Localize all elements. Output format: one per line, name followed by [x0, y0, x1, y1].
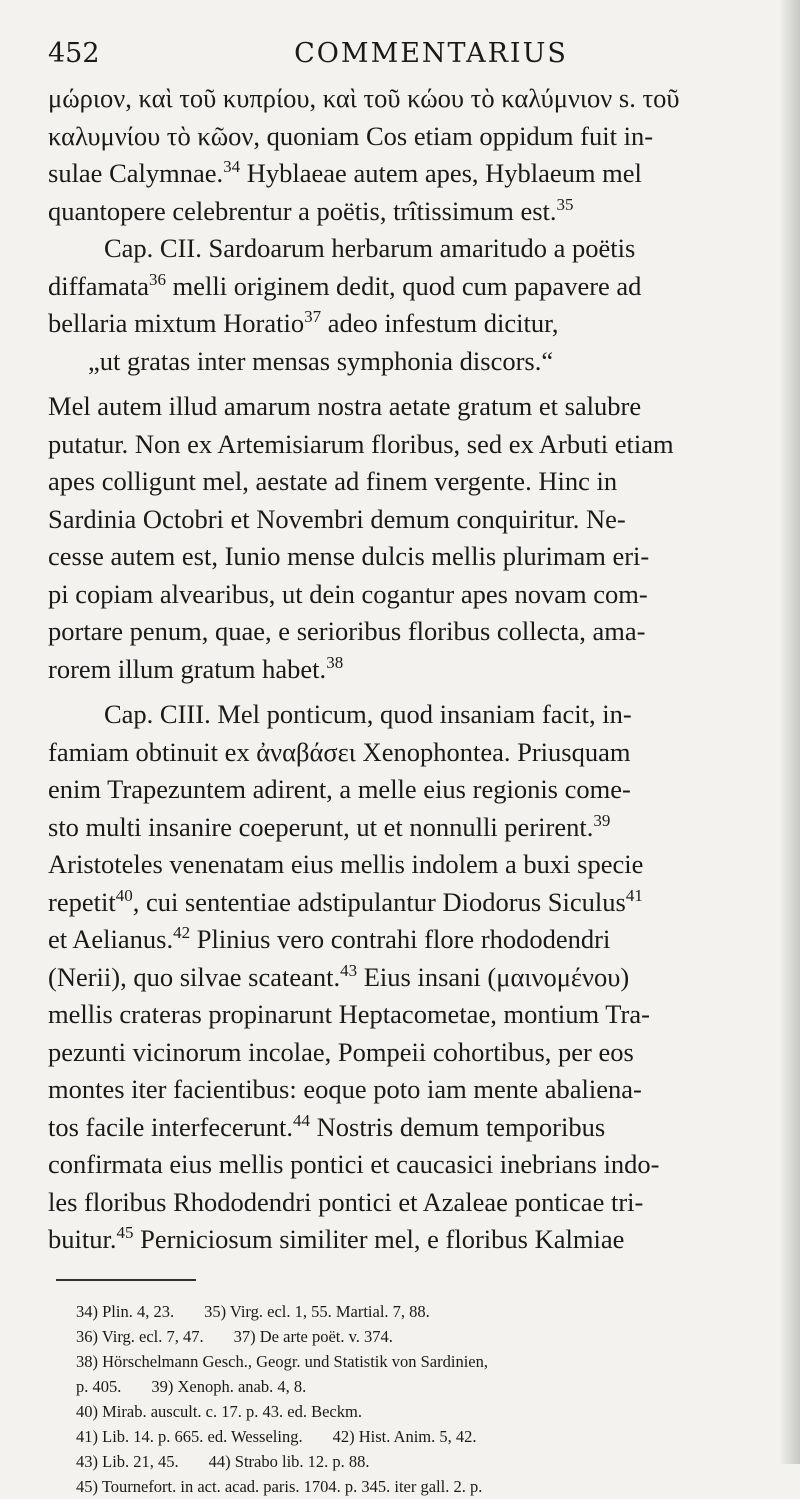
text-segment: rorem illum gratum habet.: [48, 653, 327, 684]
text-segment: Cap. CIII. Mel ponticum, quod insaniam facit, in-: [104, 699, 632, 729]
text-segment: pi copiam alvearibus, ut dein cogantur apes novam com-: [48, 578, 648, 609]
footnote-ref: 36: [149, 269, 167, 289]
text-segment: sulae Calymnae.: [48, 158, 224, 188]
footnote-entry: 44) Strabo lib. 12. p. 88.: [208, 1451, 370, 1471]
footnote-entry: 42) Hist. Anim. 5, 42.: [332, 1426, 477, 1446]
footnote-ref: 43: [340, 960, 358, 980]
text-segment: Hyblaeae autem apes, Hyblaeum mel: [240, 158, 642, 188]
text-line: [48, 613, 754, 651]
text-line: [48, 538, 754, 576]
text-segment: (Nerii), quo silvae scateant.: [48, 961, 341, 992]
text-line: [48, 1184, 754, 1222]
text-segment: apes colligunt mel, aestate ad finem vergente. Hinc in: [48, 466, 618, 496]
footnote-entry: 35) Virg. ecl. 1, 55. Martial. 7, 88.: [204, 1301, 430, 1321]
footnote-entry: 41) Lib. 14. p. 665. ed. Wesseling.: [76, 1426, 303, 1446]
text-segment: Eius insani (μαινομένου): [357, 961, 630, 992]
text-line: [48, 921, 754, 959]
text-line: [48, 771, 754, 809]
text-line: [48, 80, 754, 118]
text-line: [48, 959, 754, 997]
footnote-entry: 39) Xenoph. anab. 4, 8.: [151, 1376, 307, 1396]
text-segment: Cap. CII. Sardoarum herbarum amaritudo a poëtis: [104, 233, 636, 263]
text-segment: pezunti vicinorum incolae, Pompeii cohortibus, per eos: [48, 1036, 634, 1067]
text-segment: tos facile interfecerunt.: [48, 1111, 293, 1142]
text-segment: les floribus Rhododendri pontici et Azaleae ponticae tri-: [48, 1186, 644, 1217]
text-segment: et Aelianus.: [48, 924, 174, 954]
text-line: [48, 155, 754, 193]
footnote-line: [76, 1324, 754, 1349]
footnote-ref: 39: [593, 810, 611, 830]
text-segment: μώριον, καὶ τοῦ κυπρίου, καὶ τοῦ κώου τὸ καλύμνιον s. τοῦ: [48, 83, 680, 113]
footnote-line: [76, 1474, 754, 1499]
text-line: [48, 343, 754, 381]
page-edge-shadow: [778, 0, 800, 1464]
footnote-ref: 38: [326, 652, 344, 672]
text-segment: cesse autem est, Iunio mense dulcis mellis plurimam eri-: [48, 541, 650, 571]
text-line: [48, 463, 754, 501]
text-line: [48, 305, 754, 343]
text-segment: portare penum, quae, e serioribus floribus collecta, ama-: [48, 616, 646, 646]
footnote-entry: p. 405.: [76, 1376, 122, 1396]
text-line: [48, 388, 754, 426]
text-segment: Mel autem illud amarum nostra aetate gratum et salubre: [48, 391, 642, 421]
text-segment: bellaria mixtum Horatio: [48, 308, 305, 338]
text-segment: repetit: [48, 886, 116, 917]
text-line: [48, 1146, 754, 1184]
text-line: [48, 734, 754, 772]
footnote-ref: 37: [304, 307, 322, 327]
text-line: [48, 426, 754, 464]
text-segment: Sardinia Octobri et Novembri demum conquiritur. Ne-: [48, 503, 626, 534]
footnote-ref: 45: [116, 1223, 134, 1243]
text-line: [48, 884, 754, 922]
footnote-entry: 34) Plin. 4, 23.: [76, 1301, 175, 1321]
footnote-line: [76, 1449, 754, 1474]
footnote-line: [76, 1374, 754, 1399]
body-text: [48, 80, 754, 1259]
footnote-entry: 40) Mirab. auscult. c. 17. p. 43. ed. Beckm.: [76, 1401, 362, 1421]
text-line: [48, 268, 754, 306]
text-line: [48, 651, 754, 689]
text-segment: montes iter facientibus: eoque poto iam mente abaliena-: [48, 1074, 642, 1104]
text-segment: confirmata eius mellis pontici et caucasici inebrians indo-: [48, 1149, 660, 1179]
footnote-entry: 37) De arte poët. v. 374.: [233, 1326, 393, 1346]
text-segment: famiam obtinuit ex ἀναβάσει Xenophontea. Priusquam: [48, 736, 631, 767]
footnote-entry: 38) Hörschelmann Gesch., Geogr. und Statistik von Sardinien,: [76, 1351, 488, 1371]
footnote-line: [76, 1424, 754, 1449]
text-segment: putatur. Non ex Artemisiarum floribus, sed ex Arbuti etiam: [48, 428, 674, 459]
text-line: [48, 118, 754, 156]
footnote-ref: 44: [293, 1110, 310, 1130]
text-segment: Nostris demum temporibus: [310, 1111, 606, 1142]
text-segment: Perniciosum similiter mel, e floribus Kalmiae: [133, 1224, 625, 1254]
text-line: [48, 1071, 754, 1109]
text-line: [48, 809, 754, 847]
footnotes: [48, 1299, 754, 1499]
footnote-rule: [56, 1279, 196, 1281]
running-head: COMMENTARIUS: [294, 38, 568, 69]
text-segment: quantopere celebrentur a poëtis, trîtissimum est.: [48, 195, 557, 226]
footnote-entry: 43) Lib. 21, 45.: [76, 1451, 179, 1471]
text-line: [48, 576, 754, 614]
text-line: [48, 501, 754, 539]
text-segment: melli originem dedit, quod cum papavere ad: [166, 270, 642, 301]
text-segment: enim Trapezuntem adirent, a melle eius regionis come-: [48, 774, 631, 804]
footnote-ref: 42: [173, 923, 191, 943]
text-segment: „ut gratas inter mensas symphonia discors.“: [88, 345, 554, 376]
text-line: [48, 696, 754, 734]
footnote-line: [76, 1349, 754, 1374]
text-line: [48, 1221, 754, 1259]
footnote-ref: 34: [223, 157, 241, 177]
footnote-entry: 45) Tournefort. in act. acad. paris. 1704. p. 345. iter gall. 2. p.: [76, 1476, 483, 1496]
text-segment: diffamata: [48, 270, 150, 301]
text-line: [48, 1034, 754, 1072]
footnote-line: [76, 1399, 754, 1424]
text-segment: Plinius vero contrahi flore rhododendri: [190, 924, 611, 954]
page-number: 452: [48, 38, 100, 69]
text-line: [48, 230, 754, 268]
footnote-line: [76, 1299, 754, 1324]
footnote-entry: 36) Virg. ecl. 7, 47.: [76, 1326, 204, 1346]
text-segment: καλυμνίου τὸ κῶον, quoniam Cos etiam oppidum fuit in-: [48, 120, 654, 151]
text-line: [48, 193, 754, 231]
text-line: [48, 996, 754, 1034]
text-line: [48, 1109, 754, 1147]
text-segment: , cui sententiae adstipulantur Diodorus Siculus: [132, 886, 626, 917]
footnote-ref: 41: [625, 885, 643, 905]
footnote-ref: 35: [556, 194, 574, 214]
text-segment: Aristoteles venenatam eius mellis indolem a buxi specie: [48, 849, 644, 879]
footnote-ref: 40: [115, 885, 133, 905]
text-segment: mellis crateras propinarunt Heptacometae, montium Tra-: [48, 999, 650, 1029]
text-segment: sto multi insanire coeperunt, ut et nonnulli perirent.: [48, 811, 594, 842]
page-header: [48, 36, 754, 80]
text-line: [48, 846, 754, 884]
text-segment: buitur.: [48, 1224, 117, 1254]
text-segment: adeo infestum dicitur,: [321, 308, 559, 338]
